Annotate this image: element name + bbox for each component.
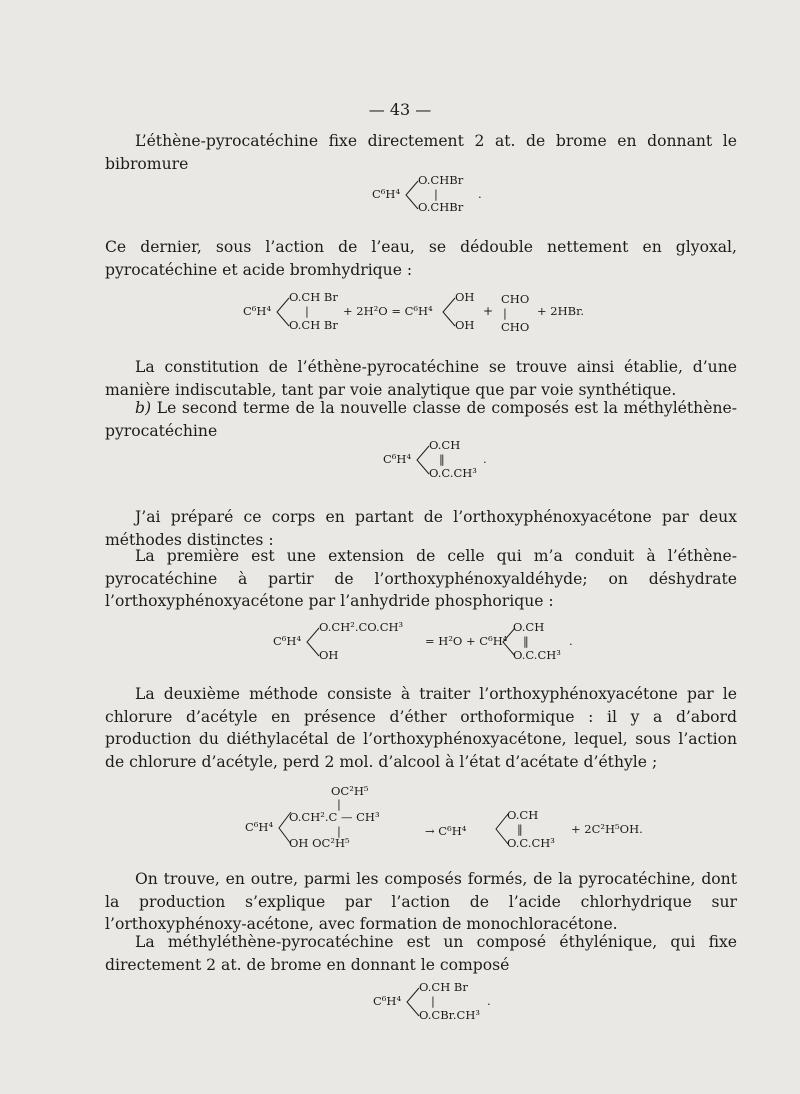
formula-middle-group: O.CH².C — CH³ [289,810,380,824]
formula-end: . [483,452,487,466]
formula-plus: + [483,304,494,318]
formula-arrow-term: → C⁶H⁴ [425,824,467,838]
formula-bottom-group: O.C.CH³ [429,466,477,480]
formula-glyoxal-bottom: CHO [501,320,530,334]
formula-c6h4: C⁶H⁴ [372,187,401,201]
formula-double-bond: ‖ [523,634,529,648]
formula-bottom-group: O.CBr.CH³ [419,1008,480,1022]
paragraph-9: La méthyléthène-pyrocatéchine est un composé éthylénique, qui fixe directement 2 at. de brome en donnant le composé [105,933,737,974]
formula-c6h4: C⁶H⁴ [245,820,274,834]
formula-end: . [487,994,491,1008]
formula-acetal [245,784,725,856]
formula-ethoxy-top: OC²H⁵ [331,784,369,798]
formula-result-top: O.CH [507,808,539,822]
formula-bond: | [431,994,435,1008]
formula-ethanol-term: + 2C²H⁵OH. [571,822,643,836]
formula-result-bottom: O.C.CH³ [507,836,555,850]
formula-hydroxyl-top: OH [455,290,475,304]
formula-methylethene [383,438,493,482]
formula-hydroxyl-bottom: OH [455,318,475,332]
formula-water-term: + 2H²O = C⁶H⁴ [343,304,433,318]
paragraph-8: On trouve, en outre, parmi les composés formés, de la pyrocatéchine, dont la production s’explique par l’action de l’acide chlorhydrique sur l’orthoxyphénoxy-acétone, avec formation de monochloracétone. [105,870,737,933]
formula-top-group: O.CH [429,438,461,452]
paragraph-5: J’ai préparé ce corps en partant de l’orthoxyphénoxyacétone par deux méthodes distinctes : [105,508,737,549]
formula-end: . [569,634,573,648]
paragraph-6: La première est une extension de celle qui m’a conduit à l’éthène-pyrocatéchine à partir de l’orthoxyphénoxyaldéhyde; on déshydrate l’orthoxyphénoxyacétone par l’anhydride phosphorique : [105,547,737,610]
formula-top-group: O.CH Br [289,290,338,304]
formula-dedoublement [243,290,603,336]
formula-bottom-group: OH [319,648,339,662]
formula-c6h4: C⁶H⁴ [243,304,272,318]
formula-bottom-group: O.CHBr [418,200,464,214]
formula-bond: | [434,187,438,201]
formula-top-group: O.CHBr [418,173,464,187]
formula-bibromure [372,173,492,217]
formula-bottom-group: O.CH Br [289,318,338,332]
formula-top-group: O.CH².CO.CH³ [319,620,404,634]
paragraph-4-text: Le second terme de la nouvelle classe de composés est la méthyléthène-pyrocatéchine [105,399,737,440]
formula-c6h4: C⁶H⁴ [273,634,302,648]
formula-deshydratation [273,620,593,666]
formula-c6h4: C⁶H⁴ [373,994,402,1008]
formula-end: . [478,187,482,201]
formula-result-bottom: O.C.CH³ [513,648,561,662]
formula-hbr: + 2HBr. [537,304,584,318]
paragraph-2: Ce dernier, sous l’action de l’eau, se dédouble nettement en glyoxal, pyrocatéchine et acide bromhydrique : [105,238,737,279]
formula-equation-term: = H²O + C⁶H⁴ [425,634,508,648]
formula-dibromure [373,980,503,1024]
formula-glyoxal-top: CHO [501,292,530,306]
formula-double-bond: ‖ [439,452,445,466]
paragraph-1: L’éthène-pyrocatéchine fixe directement 2 at. de brome en donnant le bibromure [105,132,737,173]
formula-bond: | [337,797,341,811]
paragraph-7: La deuxième méthode consiste à traiter l’orthoxyphénoxyacétone par le chlorure d’acétyle en présence d’éther orthoformique : il y a d’abord production du diéthylacétal de l’orthoxyphénoxyacétone, lequel, sous l’action de chlorure d’acétyle, perd 2 mol. d’alcool à l’état d’acétate d’éthyle ; [105,685,737,771]
enumeration-label: b) [135,399,152,417]
formula-bond: | [503,306,507,320]
paragraph-4 [105,397,737,442]
formula-top-group: O.CH Br [419,980,468,994]
formula-double-bond: ‖ [517,822,523,836]
formula-bond: | [305,304,309,318]
paragraph-3: La constitution de l’éthène-pyrocatéchine se trouve ainsi établie, d’une manière indiscutable, tant par voie analytique que par voie synthétique. [105,358,737,399]
page-number: — 43 — [368,100,432,119]
formula-bond: | [337,824,341,838]
formula-bottom-group: OH OC²H⁵ [289,836,350,850]
formula-c6h4: C⁶H⁴ [383,452,412,466]
formula-result-top: O.CH [513,620,545,634]
